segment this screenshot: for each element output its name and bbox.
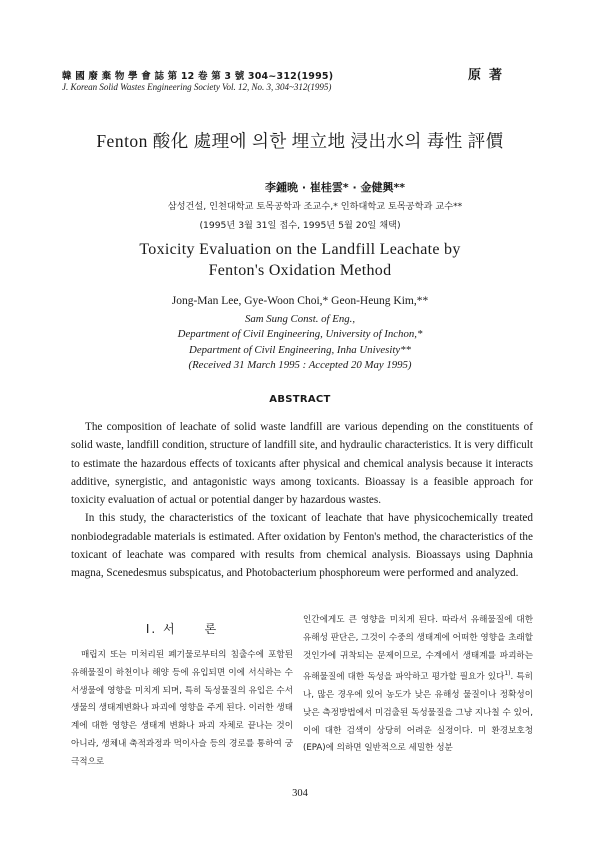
article-type-tag: 原著 [468,68,511,83]
journal-citation-korean: 韓 國 廢 棄 物 學 會 誌 第 12 卷 第 3 號 304~312(1995) [62,71,334,82]
right-column-text-part-1: 인간에게도 큰 영향을 미치게 된다. 따라서 유해물질에 대한 유해성 판단은, 그것이 수중의 생태계에 어떠한 영향을 초래할 것인가에 귀착되는 문제이므로, 수계에서 생태계를 파괴하는 유해물질에 대한 독성을 파악하고 평가할 필요가 있다 [303,615,533,683]
journal-citation-english: J. Korean Solid Wastes Engineering Society Vol. 12, No. 3, 304~312(1995) [62,82,332,92]
left-column [71,612,293,772]
abstract-heading: ABSTRACT [269,394,331,405]
authors-english: Jong-Man Lee, Gye-Woon Choi,* Geon-Heung Kim,** [171,295,429,307]
section-number: I. 서 [145,622,177,636]
authors-korean: 李鍾晩 · 崔桂雲* · 金健興** [265,181,405,194]
right-column [303,612,533,758]
right-column-text [303,612,533,758]
section-heading-introduction [71,620,293,637]
left-column-text: 매립지 또는 미처리된 폐기물로부터의 침출수에 포함된 유해물질이 하천이나 해양 등에 유입되면 이에 서식하는 수서생물에 영향을 미치게 되며, 특히 독성물질의 유입은 수서생물의 생태계변화나 파괴에 영향을 주게 된다. 이러한 생태계에 대한 영향은 생태계 변화나 파괴 자체로 끝나는 것이 아니라, 생체내 축적과정과 먹이사슬 등의 경로를 통하여 궁극적으로 [71,650,293,767]
title-english-line-1: Toxicity Evaluation on the Landfill Leachate by [139,241,461,258]
affiliations-korean: 삼성건설, 인천대학교 토목공학과 조교수,* 인하대학교 토목공학과 교수** [167,201,463,212]
page-number: 304 [292,788,308,799]
section-title-end: 론 [204,622,219,636]
title-english [0,239,600,281]
dates-korean: (1995년 3월 31일 접수, 1995년 5월 20일 채택) [199,220,401,231]
title-english-line-2: Fenton's Oxidation Method [208,262,392,279]
affiliation-english-2: Department of Civil Engineering, University of Inchon,* [177,328,423,341]
abstract-paragraph-2: In this study, the characteristics of the toxicant of leachate that have physicochemically treated nonbiodegradable materials is estimated. After oxidation by Fenton's method, the characteristics of the toxicant of leachate was compared with results from chemical analysis. Bioassays using Daphnia magna, Scenedesmus subspicatus, and Photobacterium phosphoreum were performed and analyzed. [71,512,533,580]
dates-english: (Received 31 March 1995 : Accepted 20 May 1995) [188,359,412,372]
affiliation-english-3: Department of Civil Engineering, Inha Univesity** [189,343,411,356]
title-korean: Fenton 酸化 處理에 의한 埋立地 浸出水의 毒性 評價 [96,131,504,151]
abstract-body [71,418,533,583]
affiliation-english-1: Sam Sung Const. of Eng., [244,312,356,325]
abstract-paragraph-1: The composition of leachate of solid waste landfill are various depending on the constituents of solid waste, landfill condition, structure of landfill site, and hydraulic characteristics. It is very difficult to estimate the hazardous effects of toxicants after physical and chemical analysis because it interacts additive, synergistic, and antagonistic ways among toxicants. Bioassay is a feasible approach for toxicity evaluation of actual or potential danger by hazardous wastes. [71,421,533,507]
right-column-text-part-2: . 특히나, 많은 경우에 있어 농도가 낮은 유해성 물질이나 정확성이 낮은 측정방법에서 미검출된 독성물질을 그냥 지나칠 수 있어, 이에 대한 검색이 상당히 어려운 실정이다. 미 환경보호청(EPA)에 의하면 일반적으로 세밀한 성분 [303,672,533,754]
reference-marker: 1) [504,670,511,678]
author-block-english [0,294,600,374]
